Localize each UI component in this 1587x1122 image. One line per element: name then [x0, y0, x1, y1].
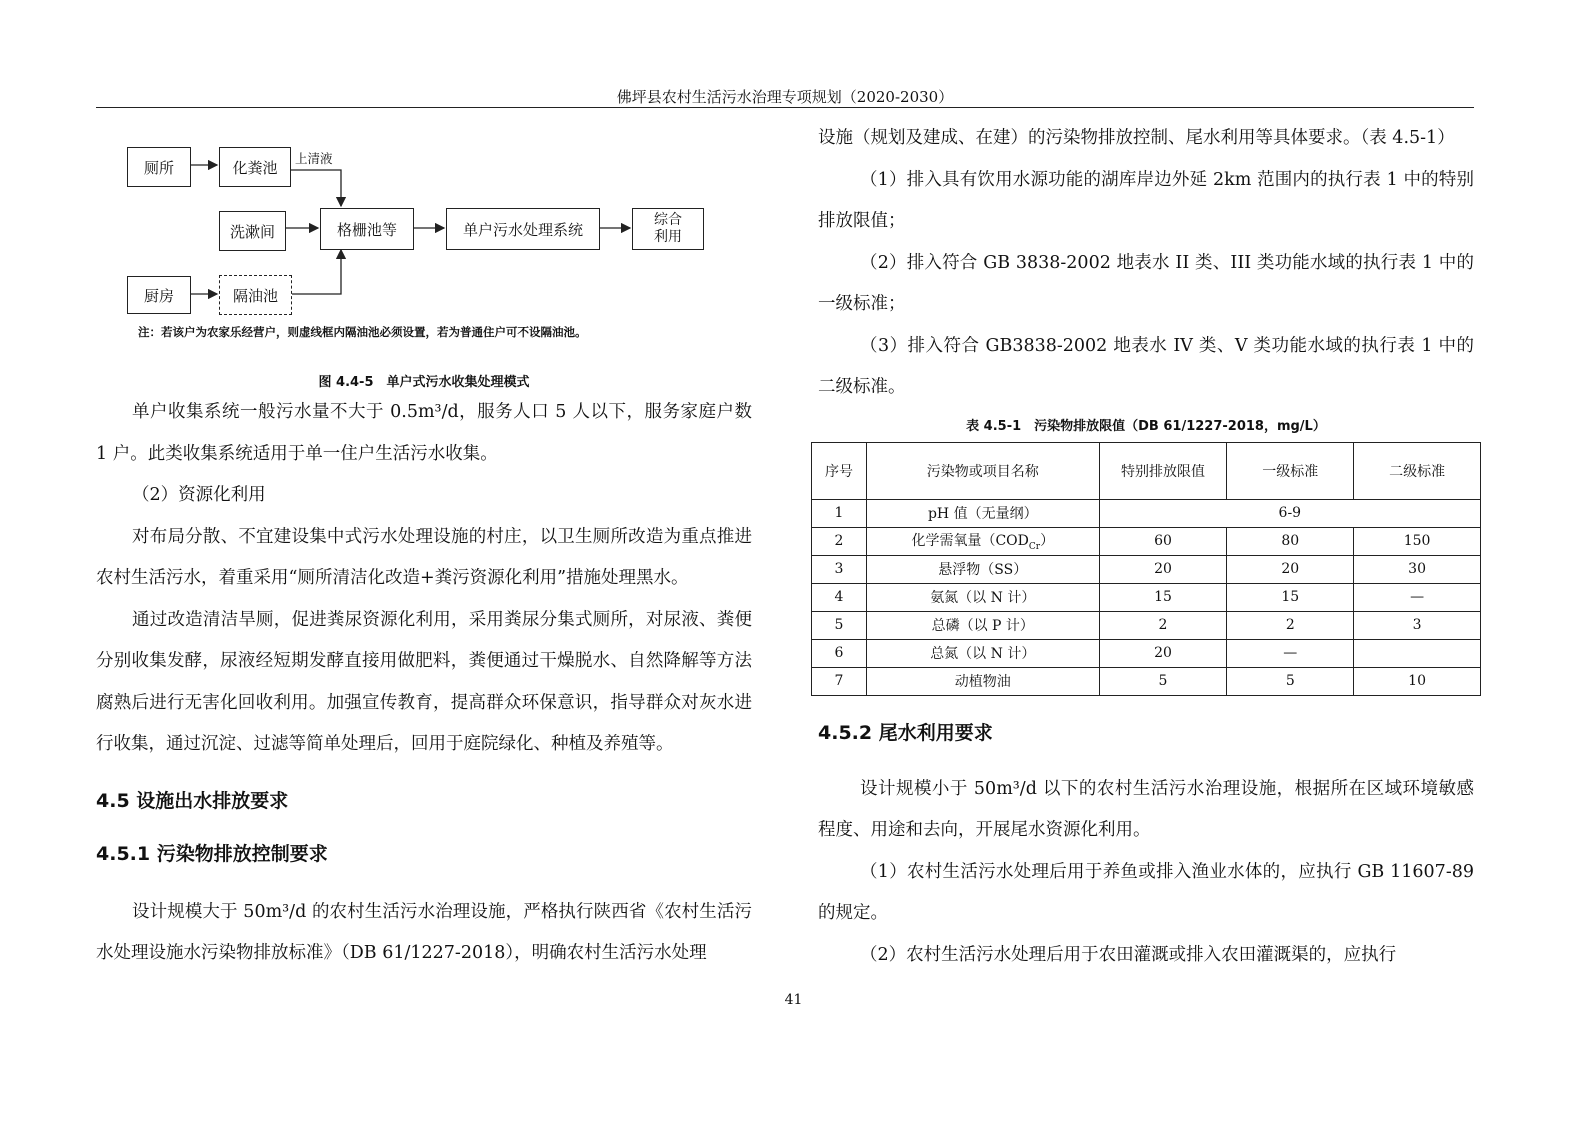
paragraph: （2）农村生活污水处理后用于农田灌溉或排入农田灌溉渠的，应执行 — [860, 944, 1397, 965]
node-toilet: 厕所 — [127, 147, 191, 187]
node-grid-tank: 格栅池等 — [320, 208, 414, 250]
table-caption: 表 4.5-1 污染物排放限值（DB 61/1227-2018，mg/L） — [966, 418, 1326, 434]
table-cell: 总磷（以 P 计） — [866, 611, 1099, 639]
header-rule — [96, 107, 1474, 108]
cod-name-end: ） — [1040, 533, 1055, 550]
section-heading: 4.5 设施出水排放要求 — [96, 789, 289, 812]
table-cell: 80 — [1227, 527, 1354, 555]
table-row — [812, 555, 1481, 583]
table-cell: 20 — [1227, 555, 1354, 583]
table-header: 一级标准 — [1227, 442, 1354, 499]
subsection-heading: 4.5.1 污染物排放控制要求 — [96, 842, 328, 865]
node-reuse — [632, 208, 704, 250]
paragraph: （1）排入具有饮用水源功能的湖库岸边外延 2km 范围内的执行表 1 中的特别排放限值； — [818, 169, 1474, 231]
table-cell: 6-9 — [1099, 499, 1480, 527]
node-grease-trap: 隔油池 — [219, 275, 292, 315]
table-cell: 5 — [812, 611, 867, 639]
node-reuse-line2: 利用 — [654, 229, 682, 245]
page-number: 41 — [784, 992, 803, 1008]
table-header: 二级标准 — [1354, 442, 1481, 499]
table-cell: 30 — [1354, 555, 1481, 583]
table-cell — [866, 527, 1099, 555]
right-column — [818, 118, 1474, 976]
table-row — [812, 639, 1481, 667]
table-cell: pH 值（无量纲） — [866, 499, 1099, 527]
table-cell: 60 — [1099, 527, 1227, 555]
figure-caption: 图 4.4-5 单户式污水收集处理模式 — [318, 375, 530, 390]
table-cell: 5 — [1227, 667, 1354, 695]
table-cell: 1 — [812, 499, 867, 527]
table-cell: 15 — [1227, 583, 1354, 611]
subsection-heading: 4.5.2 尾水利用要求 — [818, 721, 993, 744]
table-cell: 3 — [812, 555, 867, 583]
node-reuse-line1: 综合 — [654, 212, 682, 228]
arrow-septic-grid — [291, 170, 341, 206]
cod-name: 化学需氧量（COD — [911, 533, 1029, 550]
table-cell: 20 — [1099, 639, 1227, 667]
node-washroom: 洗漱间 — [219, 211, 286, 251]
table-row — [812, 611, 1481, 639]
paragraph: （2）资源化利用 — [132, 485, 266, 505]
paragraph: （1）农村生活污水处理后用于养鱼或排入渔业水体的，应执行 GB 11607-89 的规定。 — [818, 861, 1474, 923]
table-cell: 15 — [1099, 583, 1227, 611]
table-cell: 10 — [1354, 667, 1481, 695]
supernatant-label: 上清液 — [295, 151, 333, 166]
table-header: 序号 — [812, 442, 867, 499]
table-cell: 20 — [1099, 555, 1227, 583]
table-header: 污染物或项目名称 — [866, 442, 1099, 499]
flow-diagram — [96, 118, 696, 339]
paragraph: 对布局分散、不宜建设集中式污水处理设施的村庄，以卫生厕所改造为重点推进农村生活污水，着重采用“厕所清洁化改造+粪污资源化利用”措施处理黑水。 — [96, 526, 752, 588]
table-cell: 4 — [812, 583, 867, 611]
table-row — [812, 527, 1481, 555]
page-header: 佛坪县农村生活污水治理专项规划（2020-2030） — [616, 88, 954, 106]
table-cell: 5 — [1099, 667, 1227, 695]
table-row — [812, 499, 1481, 527]
table-row — [812, 583, 1481, 611]
diagram-note: 注：若该户为农家乐经营户，则虚线框内隔油池必须设置，若为普通住户可不设隔油池。 — [138, 325, 587, 339]
left-column — [96, 118, 752, 975]
arrow-grease-grid — [292, 250, 341, 294]
paragraph: 设施（规划及建成、在建）的污染物排放控制、尾水利用等具体要求。（表 4.5-1） — [818, 128, 1455, 148]
table-cell: 2 — [812, 527, 867, 555]
node-kitchen: 厨房 — [127, 276, 191, 314]
table-cell: 总氮（以 N 计） — [866, 639, 1099, 667]
table-header-row — [812, 442, 1481, 499]
table-cell: 150 — [1354, 527, 1481, 555]
node-household-system: 单户污水处理系统 — [446, 208, 600, 250]
table-cell: 悬浮物（SS） — [866, 555, 1099, 583]
emission-limits-table — [811, 442, 1481, 696]
paragraph: 设计规模大于 50m³/d 的农村生活污水治理设施，严格执行陕西省《农村生活污水处理设施水污染物排放标准》（DB 61/1227-2018），明确农村生活污水处理 — [96, 901, 752, 963]
table-cell: — — [1354, 583, 1481, 611]
table-cell: 动植物油 — [866, 667, 1099, 695]
table-cell — [1354, 639, 1481, 667]
cod-subscript: Cr — [1028, 541, 1041, 552]
table-cell: 2 — [1227, 611, 1354, 639]
table-cell: 7 — [812, 667, 867, 695]
table-cell: 氨氮（以 N 计） — [866, 583, 1099, 611]
paragraph: （2）排入符合 GB 3838-2002 地表水 II 类、III 类功能水域的执行表 1 中的一级标准； — [818, 252, 1474, 314]
table-header: 特别排放限值 — [1099, 442, 1227, 499]
table-row — [812, 667, 1481, 695]
table-cell: 2 — [1099, 611, 1227, 639]
table-cell: — — [1227, 639, 1354, 667]
paragraph: （3）排入符合 GB3838-2002 地表水 IV 类、V 类功能水域的执行表 1 中的二级标准。 — [818, 335, 1474, 397]
paragraph: 单户收集系统一般污水量不大于 0.5m³/d，服务人口 5 人以下，服务家庭户数 1 户。此类收集系统适用于单一住户生活污水收集。 — [96, 402, 752, 464]
table-cell: 3 — [1354, 611, 1481, 639]
node-septic-tank: 化粪池 — [219, 147, 291, 187]
table-cell: 6 — [812, 639, 867, 667]
paragraph: 通过改造清洁旱厕，促进粪尿资源化利用，采用粪尿分集式厕所，对尿液、粪便分别收集发酵，尿液经短期发酵直接用做肥料，粪便通过干燥脱水、自然降解等方法腐熟后进行无害化回收利用。加强宣传教育，提高群众环保意识，指导群众对灰水进行收集，通过沉淀、过滤等简单处理后，回用于庭院绿化、种植及养殖等。 — [96, 609, 752, 754]
paragraph: 设计规模小于 50m³/d 以下的农村生活污水治理设施，根据所在区域环境敏感程度、用途和去向，开展尾水资源化利用。 — [818, 778, 1474, 840]
